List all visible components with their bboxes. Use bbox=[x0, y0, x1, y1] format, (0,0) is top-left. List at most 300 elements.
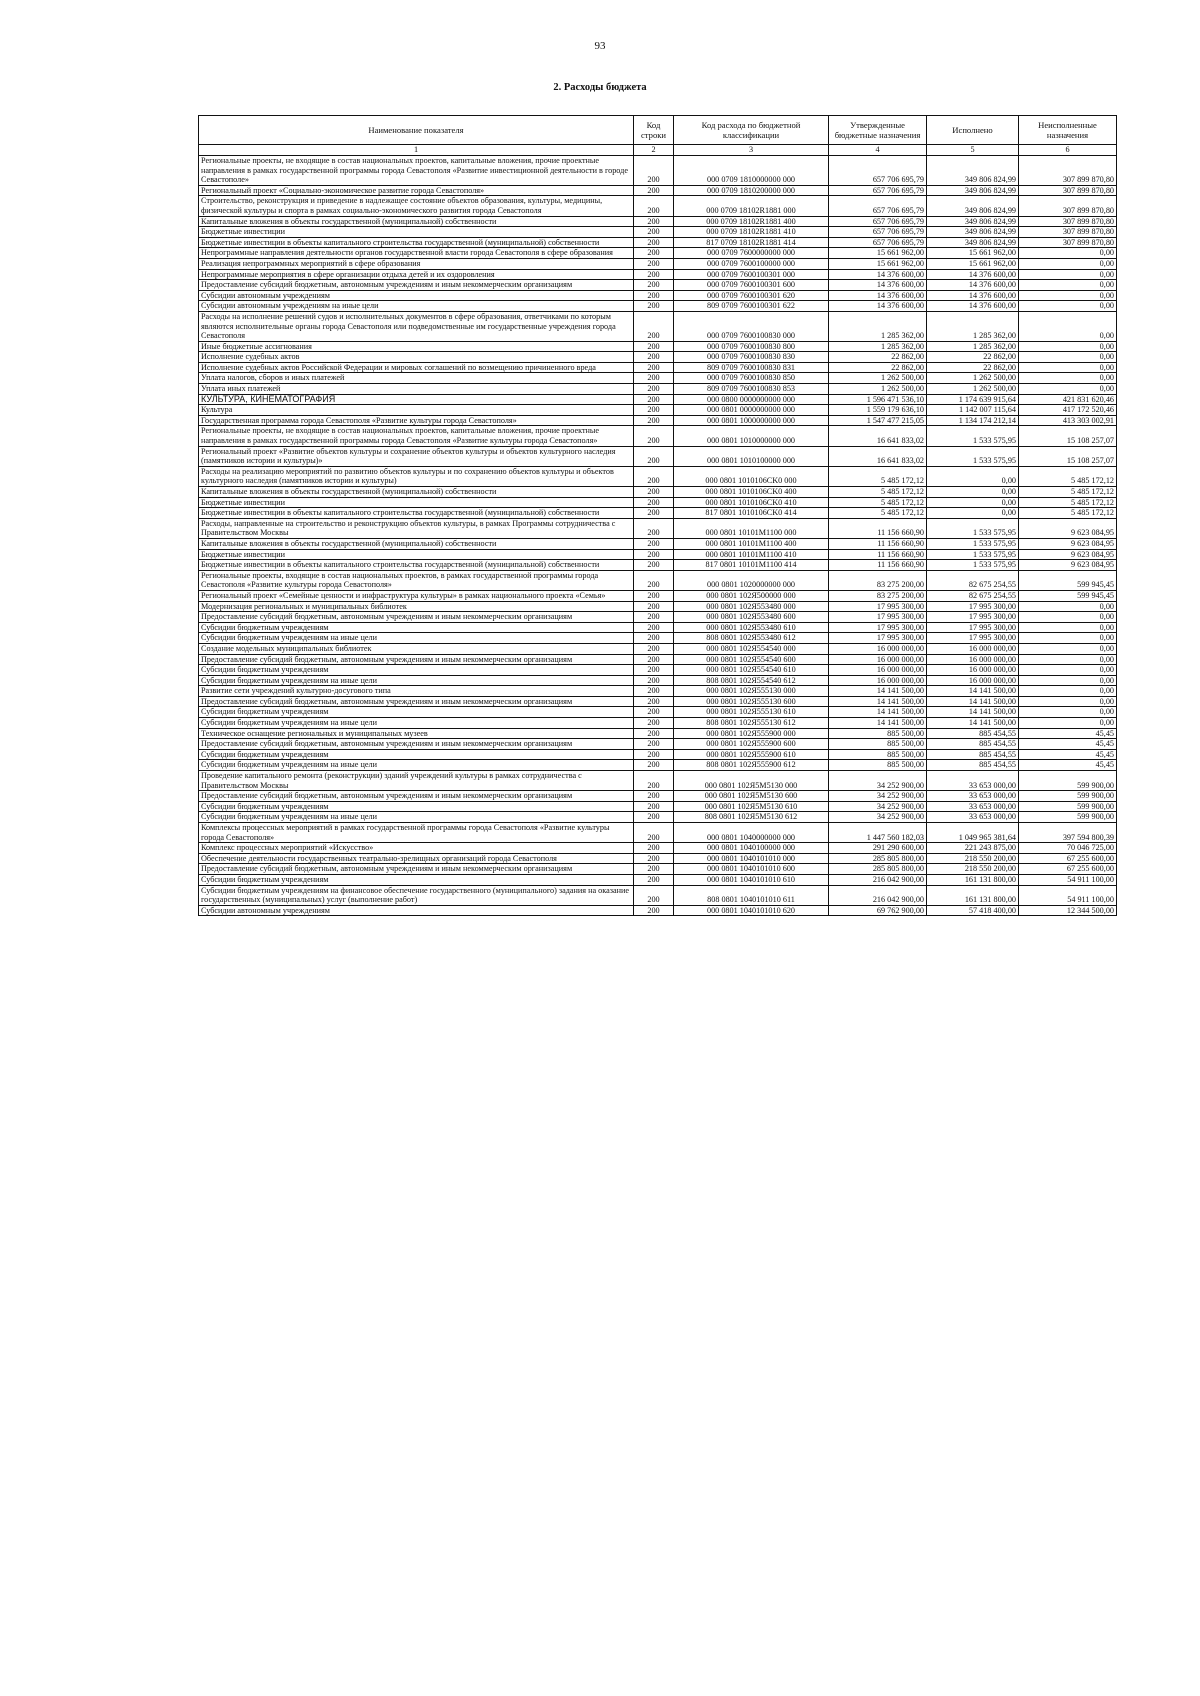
row-name: Бюджетные инвестиции bbox=[199, 227, 634, 238]
row-line-code: 200 bbox=[634, 707, 674, 718]
row-executed: 1 285 362,00 bbox=[927, 341, 1019, 352]
row-executed: 161 131 800,00 bbox=[927, 874, 1019, 885]
row-classification-code: 808 0801 1040101010 611 bbox=[674, 885, 829, 905]
row-name: Строительство, реконструкция и приведение в надлежащее состояние объектов образования, культуры, медицины, физической культуры и спорта в рамках социально-экономического развития города Севастополя bbox=[199, 196, 634, 216]
row-name: Культура bbox=[199, 405, 634, 416]
row-approved: 1 262 500,00 bbox=[829, 373, 927, 384]
row-classification-code: 000 0709 1810200000 000 bbox=[674, 185, 829, 196]
row-approved: 16 641 833,02 bbox=[829, 426, 927, 446]
row-unexecuted: 599 900,00 bbox=[1019, 771, 1117, 791]
row-approved: 285 805 800,00 bbox=[829, 853, 927, 864]
row-line-code: 200 bbox=[634, 760, 674, 771]
table-row bbox=[199, 654, 1117, 665]
table-row bbox=[199, 538, 1117, 549]
row-line-code: 200 bbox=[634, 643, 674, 654]
row-executed: 17 995 300,00 bbox=[927, 633, 1019, 644]
row-approved: 657 706 695,79 bbox=[829, 156, 927, 186]
row-line-code: 200 bbox=[634, 812, 674, 823]
row-approved: 17 995 300,00 bbox=[829, 601, 927, 612]
row-approved: 16 641 833,02 bbox=[829, 446, 927, 466]
row-name: Субсидии бюджетным учреждениям bbox=[199, 665, 634, 676]
row-executed: 22 862,00 bbox=[927, 362, 1019, 373]
row-unexecuted: 0,00 bbox=[1019, 290, 1117, 301]
row-approved: 285 805 800,00 bbox=[829, 864, 927, 875]
row-approved: 15 661 962,00 bbox=[829, 248, 927, 259]
row-unexecuted: 0,00 bbox=[1019, 311, 1117, 341]
row-line-code: 200 bbox=[634, 426, 674, 446]
row-name: Субсидии автономным учреждениям bbox=[199, 290, 634, 301]
row-approved: 216 042 900,00 bbox=[829, 874, 927, 885]
row-executed: 14 376 600,00 bbox=[927, 301, 1019, 312]
row-unexecuted: 0,00 bbox=[1019, 665, 1117, 676]
budget-expenses-table bbox=[198, 115, 1117, 916]
row-unexecuted: 307 899 870,80 bbox=[1019, 237, 1117, 248]
row-approved: 5 485 172,12 bbox=[829, 487, 927, 498]
row-name: Предоставление субсидий бюджетным, автономным учреждениям и иным некоммерческим организациям bbox=[199, 280, 634, 291]
row-executed: 349 806 824,99 bbox=[927, 216, 1019, 227]
table-row bbox=[199, 739, 1117, 750]
row-unexecuted: 0,00 bbox=[1019, 654, 1117, 665]
row-executed: 17 995 300,00 bbox=[927, 601, 1019, 612]
row-name: Региональные проекты, не входящие в состав национальных проектов, капитальные вложения, прочие проектные направления в рамках государственной программы города Севастополя «Развитие инвестиционной деятельности в городе Севастополе» bbox=[199, 156, 634, 186]
row-name: Капитальные вложения в объекты государственной (муниципальной) собственности bbox=[199, 538, 634, 549]
table-row bbox=[199, 466, 1117, 486]
row-line-code: 200 bbox=[634, 696, 674, 707]
row-name: Создание модельных муниципальных библиотек bbox=[199, 643, 634, 654]
row-classification-code: 000 0801 102Я5M5130 610 bbox=[674, 801, 829, 812]
row-name: Субсидии автономным учреждениям на иные цели bbox=[199, 301, 634, 312]
row-unexecuted: 0,00 bbox=[1019, 269, 1117, 280]
row-name: Проведение капитального ремонта (реконструкции) зданий учреждений культуры в рамках сотрудничества с Правительством Москвы bbox=[199, 771, 634, 791]
table-row bbox=[199, 227, 1117, 238]
row-classification-code: 809 0709 7600100830 831 bbox=[674, 362, 829, 373]
row-executed: 15 661 962,00 bbox=[927, 258, 1019, 269]
row-unexecuted: 0,00 bbox=[1019, 601, 1117, 612]
row-line-code: 200 bbox=[634, 216, 674, 227]
row-name: Субсидии бюджетным учреждениям bbox=[199, 874, 634, 885]
table-row bbox=[199, 791, 1117, 802]
table-row bbox=[199, 718, 1117, 729]
row-executed: 14 141 500,00 bbox=[927, 707, 1019, 718]
row-name: Расходы, направленные на строительство и реконструкцию объектов культуры, в рамках Программы сотрудничества с Правительством Москвы bbox=[199, 518, 634, 538]
row-classification-code: 000 0709 18102R1881 410 bbox=[674, 227, 829, 238]
row-name: Непрограммные мероприятия в сфере организации отдыха детей и их оздоровления bbox=[199, 269, 634, 280]
row-unexecuted: 0,00 bbox=[1019, 707, 1117, 718]
row-unexecuted: 45,45 bbox=[1019, 749, 1117, 760]
row-name: КУЛЬТУРА, КИНЕМАТОГРАФИЯ bbox=[199, 394, 634, 405]
row-line-code: 200 bbox=[634, 590, 674, 601]
row-approved: 16 000 000,00 bbox=[829, 654, 927, 665]
row-name: Субсидии бюджетным учреждениям bbox=[199, 749, 634, 760]
row-line-code: 200 bbox=[634, 538, 674, 549]
row-approved: 83 275 200,00 bbox=[829, 570, 927, 590]
row-approved: 34 252 900,00 bbox=[829, 791, 927, 802]
row-executed: 82 675 254,55 bbox=[927, 590, 1019, 601]
table-row bbox=[199, 686, 1117, 697]
row-executed: 349 806 824,99 bbox=[927, 237, 1019, 248]
row-classification-code: 000 0801 102Я554540 000 bbox=[674, 643, 829, 654]
row-unexecuted: 599 945,45 bbox=[1019, 570, 1117, 590]
row-approved: 17 995 300,00 bbox=[829, 633, 927, 644]
row-executed: 1 533 575,95 bbox=[927, 446, 1019, 466]
row-approved: 1 447 560 182,03 bbox=[829, 823, 927, 843]
row-executed: 1 174 639 915,64 bbox=[927, 394, 1019, 405]
row-line-code: 200 bbox=[634, 518, 674, 538]
row-classification-code: 000 0801 102Я553480 000 bbox=[674, 601, 829, 612]
row-executed: 14 141 500,00 bbox=[927, 718, 1019, 729]
row-line-code: 200 bbox=[634, 654, 674, 665]
table-row bbox=[199, 843, 1117, 854]
row-line-code: 200 bbox=[634, 185, 674, 196]
row-executed: 14 141 500,00 bbox=[927, 696, 1019, 707]
row-name: Государственная программа города Севастополя «Развитие культуры города Севастополя» bbox=[199, 415, 634, 426]
table-row bbox=[199, 622, 1117, 633]
row-classification-code: 000 0800 0000000000 000 bbox=[674, 394, 829, 405]
table-row bbox=[199, 415, 1117, 426]
table-row bbox=[199, 885, 1117, 905]
row-line-code: 200 bbox=[634, 373, 674, 384]
header-line-code: Код строки bbox=[634, 116, 674, 145]
row-classification-code: 000 0709 7600100830 850 bbox=[674, 373, 829, 384]
row-classification-code: 000 0709 7600100000 000 bbox=[674, 258, 829, 269]
row-classification-code: 000 0801 1010000000 000 bbox=[674, 426, 829, 446]
row-line-code: 200 bbox=[634, 258, 674, 269]
row-classification-code: 808 0801 102Я5M5130 612 bbox=[674, 812, 829, 823]
row-classification-code: 000 0801 102Я5M5130 000 bbox=[674, 771, 829, 791]
row-unexecuted: 9 623 084,95 bbox=[1019, 518, 1117, 538]
row-unexecuted: 67 255 600,00 bbox=[1019, 853, 1117, 864]
row-approved: 1 285 362,00 bbox=[829, 311, 927, 341]
row-classification-code: 000 0801 1020000000 000 bbox=[674, 570, 829, 590]
row-line-code: 200 bbox=[634, 665, 674, 676]
row-classification-code: 000 0709 7600100301 000 bbox=[674, 269, 829, 280]
row-approved: 14 376 600,00 bbox=[829, 301, 927, 312]
table-row bbox=[199, 643, 1117, 654]
row-unexecuted: 5 485 172,12 bbox=[1019, 466, 1117, 486]
row-classification-code: 000 0709 7600000000 000 bbox=[674, 248, 829, 259]
row-unexecuted: 9 623 084,95 bbox=[1019, 560, 1117, 571]
table-row bbox=[199, 487, 1117, 498]
row-approved: 5 485 172,12 bbox=[829, 497, 927, 508]
row-name: Расходы на исполнение решений судов и исполнительных документов в сфере образования, ответчиками по которым являются исполнительные органы города Севастополя или подведомственные им государственные учреждения города Севастополя bbox=[199, 311, 634, 341]
row-line-code: 200 bbox=[634, 446, 674, 466]
row-unexecuted: 54 911 100,00 bbox=[1019, 885, 1117, 905]
table-row bbox=[199, 707, 1117, 718]
table-row bbox=[199, 290, 1117, 301]
row-line-code: 200 bbox=[634, 341, 674, 352]
row-unexecuted: 0,00 bbox=[1019, 643, 1117, 654]
row-unexecuted: 0,00 bbox=[1019, 301, 1117, 312]
row-name: Предоставление субсидий бюджетным, автономным учреждениям и иным некоммерческим организациям bbox=[199, 739, 634, 750]
row-classification-code: 000 0801 1040101010 610 bbox=[674, 874, 829, 885]
row-approved: 1 596 471 536,10 bbox=[829, 394, 927, 405]
row-approved: 291 290 600,00 bbox=[829, 843, 927, 854]
row-approved: 11 156 660,90 bbox=[829, 538, 927, 549]
header-approved: Утвержденные бюджетные назначения bbox=[829, 116, 927, 145]
row-classification-code: 000 0801 102Я500000 000 bbox=[674, 590, 829, 601]
row-approved: 1 285 362,00 bbox=[829, 341, 927, 352]
table-row bbox=[199, 311, 1117, 341]
row-classification-code: 000 0801 1010100000 000 bbox=[674, 446, 829, 466]
row-line-code: 200 bbox=[634, 237, 674, 248]
row-approved: 15 661 962,00 bbox=[829, 258, 927, 269]
row-executed: 1 533 575,95 bbox=[927, 560, 1019, 571]
row-executed: 1 533 575,95 bbox=[927, 518, 1019, 538]
row-approved: 657 706 695,79 bbox=[829, 227, 927, 238]
row-approved: 16 000 000,00 bbox=[829, 643, 927, 654]
row-line-code: 200 bbox=[634, 487, 674, 498]
row-unexecuted: 0,00 bbox=[1019, 622, 1117, 633]
row-unexecuted: 54 911 100,00 bbox=[1019, 874, 1117, 885]
table-row bbox=[199, 518, 1117, 538]
row-executed: 218 550 200,00 bbox=[927, 853, 1019, 864]
row-line-code: 200 bbox=[634, 853, 674, 864]
row-unexecuted: 0,00 bbox=[1019, 718, 1117, 729]
row-name: Субсидии бюджетным учреждениям на иные цели bbox=[199, 812, 634, 823]
row-unexecuted: 307 899 870,80 bbox=[1019, 196, 1117, 216]
row-approved: 17 995 300,00 bbox=[829, 622, 927, 633]
row-line-code: 200 bbox=[634, 905, 674, 916]
row-executed: 17 995 300,00 bbox=[927, 622, 1019, 633]
row-approved: 1 262 500,00 bbox=[829, 384, 927, 395]
row-line-code: 200 bbox=[634, 771, 674, 791]
row-name: Уплата налогов, сборов и иных платежей bbox=[199, 373, 634, 384]
row-classification-code: 817 0709 18102R1881 414 bbox=[674, 237, 829, 248]
row-line-code: 200 bbox=[634, 301, 674, 312]
table-row bbox=[199, 258, 1117, 269]
row-line-code: 200 bbox=[634, 622, 674, 633]
row-approved: 14 141 500,00 bbox=[829, 718, 927, 729]
row-approved: 14 141 500,00 bbox=[829, 696, 927, 707]
row-classification-code: 000 0801 0000000000 000 bbox=[674, 405, 829, 416]
row-executed: 349 806 824,99 bbox=[927, 227, 1019, 238]
table-row bbox=[199, 362, 1117, 373]
row-classification-code: 000 0801 102Я555130 600 bbox=[674, 696, 829, 707]
row-classification-code: 817 0801 10101M1100 414 bbox=[674, 560, 829, 571]
row-name: Исполнение судебных актов Российской Федерации и мировых соглашений по возмещению причиненного вреда bbox=[199, 362, 634, 373]
row-line-code: 200 bbox=[634, 675, 674, 686]
row-line-code: 200 bbox=[634, 560, 674, 571]
row-unexecuted: 0,00 bbox=[1019, 675, 1117, 686]
row-classification-code: 000 0801 1010106CK0 410 bbox=[674, 497, 829, 508]
row-executed: 218 550 200,00 bbox=[927, 864, 1019, 875]
row-approved: 885 500,00 bbox=[829, 728, 927, 739]
row-name: Капитальные вложения в объекты государственной (муниципальной) собственности bbox=[199, 216, 634, 227]
row-name: Субсидии бюджетным учреждениям на финансовое обеспечение государственного (муниципального) задания на оказание государственных (муниципальных) услуг (выполнение работ) bbox=[199, 885, 634, 905]
row-name: Непрограммные направления деятельности органов государственной власти города Севастополя в сфере образования bbox=[199, 248, 634, 259]
row-line-code: 200 bbox=[634, 466, 674, 486]
row-approved: 22 862,00 bbox=[829, 352, 927, 363]
row-approved: 885 500,00 bbox=[829, 749, 927, 760]
table-row bbox=[199, 874, 1117, 885]
row-line-code: 200 bbox=[634, 864, 674, 875]
row-classification-code: 808 0801 102Я553480 612 bbox=[674, 633, 829, 644]
row-executed: 14 376 600,00 bbox=[927, 280, 1019, 291]
row-classification-code: 000 0801 1000000000 000 bbox=[674, 415, 829, 426]
row-executed: 33 653 000,00 bbox=[927, 801, 1019, 812]
row-classification-code: 000 0801 1010106CK0 400 bbox=[674, 487, 829, 498]
table-row bbox=[199, 665, 1117, 676]
table-row bbox=[199, 570, 1117, 590]
row-approved: 14 376 600,00 bbox=[829, 269, 927, 280]
column-number: 5 bbox=[927, 145, 1019, 156]
row-name: Региональный проект «Семейные ценности и инфраструктура культуры» в рамках национального проекта «Семья» bbox=[199, 590, 634, 601]
table-row bbox=[199, 760, 1117, 771]
row-classification-code: 000 0709 18102R1881 400 bbox=[674, 216, 829, 227]
table-row bbox=[199, 728, 1117, 739]
column-number: 6 bbox=[1019, 145, 1117, 156]
row-approved: 657 706 695,79 bbox=[829, 237, 927, 248]
row-executed: 33 653 000,00 bbox=[927, 791, 1019, 802]
row-line-code: 200 bbox=[634, 196, 674, 216]
page-number: 93 bbox=[594, 40, 606, 52]
row-line-code: 200 bbox=[634, 718, 674, 729]
row-name: Предоставление субсидий бюджетным, автономным учреждениям и иным некоммерческим организациям bbox=[199, 696, 634, 707]
row-name: Комплексы процессных мероприятий в рамках государственной программы города Севастополя «Развитие культуры города Севастополя» bbox=[199, 823, 634, 843]
row-approved: 11 156 660,90 bbox=[829, 560, 927, 571]
column-number: 3 bbox=[674, 145, 829, 156]
row-classification-code: 000 0709 18102R1881 000 bbox=[674, 196, 829, 216]
row-unexecuted: 5 485 172,12 bbox=[1019, 487, 1117, 498]
row-line-code: 200 bbox=[634, 801, 674, 812]
table-row bbox=[199, 301, 1117, 312]
row-classification-code: 000 0801 10101M1100 000 bbox=[674, 518, 829, 538]
row-name: Модернизация региональных и муниципальных библиотек bbox=[199, 601, 634, 612]
header-classification-code: Код расхода по бюджетной классификации bbox=[674, 116, 829, 145]
row-executed: 349 806 824,99 bbox=[927, 185, 1019, 196]
row-name: Субсидии бюджетным учреждениям на иные цели bbox=[199, 675, 634, 686]
row-name: Предоставление субсидий бюджетным, автономным учреждениям и иным некоммерческим организациям bbox=[199, 791, 634, 802]
row-classification-code: 000 0801 102Я553480 610 bbox=[674, 622, 829, 633]
row-name: Региональный проект «Развитие объектов культуры и сохранение объектов культуры и объектов культурного наследия (памятников истории и культуры)» bbox=[199, 446, 634, 466]
row-executed: 0,00 bbox=[927, 466, 1019, 486]
row-executed: 15 661 962,00 bbox=[927, 248, 1019, 259]
row-executed: 33 653 000,00 bbox=[927, 812, 1019, 823]
table-row bbox=[199, 864, 1117, 875]
row-approved: 22 862,00 bbox=[829, 362, 927, 373]
row-classification-code: 000 0801 102Я554540 610 bbox=[674, 665, 829, 676]
row-name: Бюджетные инвестиции bbox=[199, 497, 634, 508]
row-line-code: 200 bbox=[634, 227, 674, 238]
row-classification-code: 000 0709 7600100830 000 bbox=[674, 311, 829, 341]
row-line-code: 200 bbox=[634, 633, 674, 644]
row-classification-code: 000 0709 7600100830 800 bbox=[674, 341, 829, 352]
row-approved: 5 485 172,12 bbox=[829, 508, 927, 519]
row-executed: 16 000 000,00 bbox=[927, 675, 1019, 686]
row-unexecuted: 0,00 bbox=[1019, 258, 1117, 269]
row-executed: 14 376 600,00 bbox=[927, 290, 1019, 301]
column-numbers-row bbox=[199, 145, 1117, 156]
row-executed: 1 533 575,95 bbox=[927, 538, 1019, 549]
table-row bbox=[199, 633, 1117, 644]
row-executed: 0,00 bbox=[927, 508, 1019, 519]
row-executed: 1 533 575,95 bbox=[927, 426, 1019, 446]
row-unexecuted: 0,00 bbox=[1019, 384, 1117, 395]
row-name: Региональные проекты, входящие в состав национальных проектов, в рамках государственной программы города Севастополя «Развитие культуры города Севастополя» bbox=[199, 570, 634, 590]
row-name: Обеспечение деятельности государственных театрально-зрелищных организаций города Севастополя bbox=[199, 853, 634, 864]
row-classification-code: 808 0801 102Я555900 612 bbox=[674, 760, 829, 771]
row-unexecuted: 307 899 870,80 bbox=[1019, 156, 1117, 186]
row-approved: 14 376 600,00 bbox=[829, 290, 927, 301]
row-approved: 657 706 695,79 bbox=[829, 216, 927, 227]
row-classification-code: 000 0801 1040101010 620 bbox=[674, 905, 829, 916]
row-classification-code: 808 0801 102Я555130 612 bbox=[674, 718, 829, 729]
header-unexecuted: Неисполненные назначения bbox=[1019, 116, 1117, 145]
table-row bbox=[199, 601, 1117, 612]
table-row bbox=[199, 696, 1117, 707]
table-row bbox=[199, 612, 1117, 623]
row-classification-code: 000 0801 102Я5M5130 600 bbox=[674, 791, 829, 802]
table-row bbox=[199, 196, 1117, 216]
row-line-code: 200 bbox=[634, 156, 674, 186]
row-classification-code: 809 0709 7600100301 622 bbox=[674, 301, 829, 312]
page-title: 2. Расходы бюджета bbox=[553, 82, 647, 93]
row-line-code: 200 bbox=[634, 686, 674, 697]
row-classification-code: 000 0801 102Я553480 600 bbox=[674, 612, 829, 623]
row-classification-code: 000 0801 1040101010 600 bbox=[674, 864, 829, 875]
row-executed: 1 285 362,00 bbox=[927, 311, 1019, 341]
row-name: Субсидии бюджетным учреждениям bbox=[199, 801, 634, 812]
row-name: Бюджетные инвестиции в объекты капитального строительства государственной (муниципальной) собственности bbox=[199, 560, 634, 571]
row-classification-code: 000 0801 102Я555900 610 bbox=[674, 749, 829, 760]
header-name: Наименование показателя bbox=[199, 116, 634, 145]
row-executed: 17 995 300,00 bbox=[927, 612, 1019, 623]
table-row bbox=[199, 853, 1117, 864]
row-classification-code: 000 0801 102Я555130 000 bbox=[674, 686, 829, 697]
row-approved: 14 141 500,00 bbox=[829, 707, 927, 718]
row-classification-code: 000 0709 7600100301 620 bbox=[674, 290, 829, 301]
row-classification-code: 000 0709 7600100830 830 bbox=[674, 352, 829, 363]
row-unexecuted: 15 108 257,07 bbox=[1019, 446, 1117, 466]
row-approved: 16 000 000,00 bbox=[829, 675, 927, 686]
row-executed: 1 262 500,00 bbox=[927, 373, 1019, 384]
table-row bbox=[199, 394, 1117, 405]
row-line-code: 200 bbox=[634, 248, 674, 259]
row-executed: 885 454,55 bbox=[927, 749, 1019, 760]
row-name: Региональный проект «Социально-экономическое развитие города Севастополя» bbox=[199, 185, 634, 196]
row-line-code: 200 bbox=[634, 843, 674, 854]
row-line-code: 200 bbox=[634, 311, 674, 341]
row-executed: 16 000 000,00 bbox=[927, 654, 1019, 665]
table-row bbox=[199, 216, 1117, 227]
table-row bbox=[199, 384, 1117, 395]
row-name: Субсидии автономным учреждениям bbox=[199, 905, 634, 916]
row-name: Техническое оснащение региональных и муниципальных музеев bbox=[199, 728, 634, 739]
row-line-code: 200 bbox=[634, 405, 674, 416]
row-classification-code: 808 0801 102Я554540 612 bbox=[674, 675, 829, 686]
row-classification-code: 000 0801 1040100000 000 bbox=[674, 843, 829, 854]
row-name: Комплекс процессных мероприятий «Искусство» bbox=[199, 843, 634, 854]
row-classification-code: 000 0801 10101M1100 400 bbox=[674, 538, 829, 549]
row-name: Предоставление субсидий бюджетным, автономным учреждениям и иным некоммерческим организациям bbox=[199, 654, 634, 665]
row-line-code: 200 bbox=[634, 749, 674, 760]
row-executed: 1 049 965 381,64 bbox=[927, 823, 1019, 843]
row-line-code: 200 bbox=[634, 612, 674, 623]
row-unexecuted: 0,00 bbox=[1019, 362, 1117, 373]
row-name: Капитальные вложения в объекты государственной (муниципальной) собственности bbox=[199, 487, 634, 498]
row-unexecuted: 307 899 870,80 bbox=[1019, 216, 1117, 227]
row-executed: 1 142 007 115,64 bbox=[927, 405, 1019, 416]
row-name: Предоставление субсидий бюджетным, автономным учреждениям и иным некоммерческим организациям bbox=[199, 612, 634, 623]
row-line-code: 200 bbox=[634, 280, 674, 291]
row-classification-code: 809 0709 7600100830 853 bbox=[674, 384, 829, 395]
row-classification-code: 000 0801 10101M1100 410 bbox=[674, 549, 829, 560]
row-line-code: 200 bbox=[634, 549, 674, 560]
row-line-code: 200 bbox=[634, 508, 674, 519]
row-name: Развитие сети учреждений культурно-досугового типа bbox=[199, 686, 634, 697]
row-approved: 34 252 900,00 bbox=[829, 801, 927, 812]
row-line-code: 200 bbox=[634, 885, 674, 905]
